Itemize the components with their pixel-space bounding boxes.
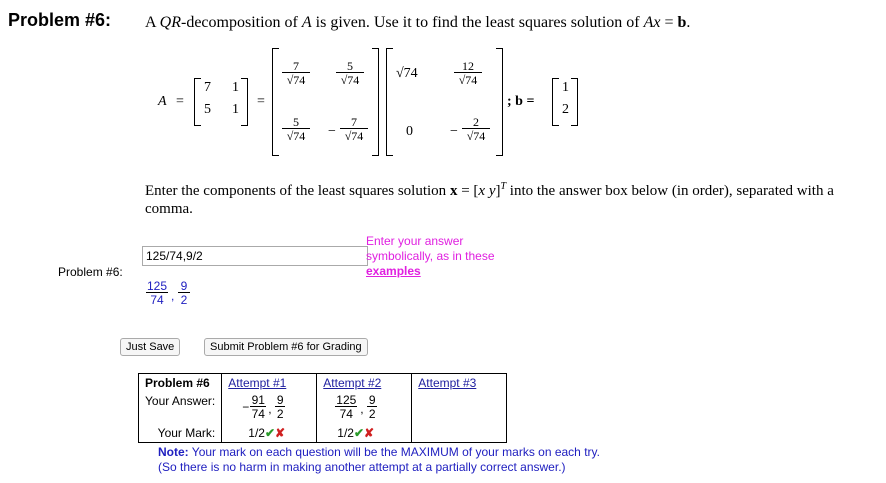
a-cell: 7 (204, 80, 211, 95)
intro-b: b (677, 14, 687, 31)
a-cell: 5 (204, 102, 211, 117)
your-answer-label: Your Answer: (139, 392, 222, 424)
attempt-3-link[interactable]: Attempt #3 (418, 376, 477, 390)
mark-value: 1/2 (337, 426, 354, 440)
a-bracket-right (241, 78, 248, 126)
answer-den: 2 (368, 407, 376, 421)
instructions-transpose: T (500, 181, 507, 192)
attempt-1-link[interactable]: Attempt #1 (228, 376, 287, 390)
intro-eq: = (660, 14, 678, 31)
a-cell: 1 (232, 80, 239, 95)
intro-text: A (145, 14, 160, 31)
r22: $\frac{2}{√74}$ (462, 116, 490, 142)
answer-input[interactable] (142, 246, 368, 266)
b-bracket-left (552, 78, 559, 126)
q-bracket-left (272, 48, 279, 156)
r12: $\frac{12}{√74}$ (454, 60, 482, 86)
preview-sep: , (171, 289, 175, 303)
instructions-text: ] (495, 183, 501, 199)
r21: 0 (406, 124, 413, 139)
answer-den: 74 (251, 407, 265, 421)
attempts-header: Problem #6 (139, 374, 222, 393)
b-label: ; b = (507, 94, 535, 109)
qr-equation (158, 48, 608, 158)
r-bracket-left (386, 48, 393, 156)
a-label: A (158, 94, 167, 109)
mark-value: 1/2 (248, 426, 265, 440)
problem-label: Problem #6: (58, 265, 123, 279)
note-text: (So there is no harm in making another attempt at a partially correct answer.) (158, 460, 566, 474)
grading-note (158, 445, 600, 475)
answer-sep: , (268, 402, 272, 416)
preview-num: 9 (178, 280, 190, 293)
preview-num: 125 (147, 279, 168, 293)
intro-ax: Ax (643, 14, 661, 31)
instructions-x: x (449, 183, 458, 199)
q11: $\frac{7}{√74}$ (282, 60, 310, 86)
attempt-2-link[interactable]: Attempt #2 (323, 376, 382, 390)
answer-sep: , (360, 402, 364, 416)
q22-minus: − (328, 124, 336, 139)
attempt-2-mark (317, 424, 412, 443)
q12: $\frac{5}{√74}$ (336, 60, 364, 86)
preview-den: 74 (150, 293, 164, 307)
problem-title: Problem #6: (8, 10, 112, 30)
instructions-text: Enter the components of the least squares solution (145, 183, 450, 199)
equals-sign: = (176, 94, 184, 109)
instructions (145, 178, 880, 218)
b-cell: 1 (562, 80, 569, 95)
hint-line: Enter your answer (366, 234, 464, 248)
answer-den: 74 (339, 407, 353, 421)
intro-text: -decomposition of (181, 14, 302, 31)
intro-a: A (301, 14, 312, 31)
b-bracket-right (571, 78, 578, 126)
intro-text: . (686, 14, 691, 31)
problem-intro (145, 14, 690, 32)
check-icon: ✔ (264, 426, 276, 440)
instructions-text: into the answer box below (in order), separated with a comma. (145, 183, 834, 217)
note-label: Note: (158, 445, 189, 459)
cross-icon: ✘ (275, 426, 286, 440)
instructions-vars: x y (478, 183, 496, 199)
b-cell: 2 (562, 102, 569, 117)
answer-preview (146, 280, 216, 312)
a-bracket-left (194, 78, 201, 126)
r22-minus: − (450, 124, 458, 139)
table-row (139, 374, 507, 393)
check-icon: ✔ (353, 426, 365, 440)
table-row (139, 424, 507, 443)
your-mark-label: Your Mark: (139, 424, 222, 443)
answer-num: 9 (276, 393, 284, 407)
hint-line: symbolically, as in these (366, 249, 495, 263)
q21: $\frac{5}{√74}$ (282, 116, 310, 142)
attempt-1-mark (222, 424, 317, 443)
intro-qr: QR (159, 14, 181, 31)
answer-hint (366, 234, 536, 279)
attempt-2-answer (317, 392, 412, 424)
attempts-table (138, 373, 507, 443)
intro-text: is given. Use it to find the least squares solution of (311, 14, 644, 31)
answer-num: 125 (336, 393, 357, 407)
r11: √74 (396, 66, 418, 81)
cross-icon: ✘ (364, 426, 375, 440)
note-text: Your mark on each question will be the MAXIMUM of your marks on each try. (188, 445, 600, 459)
answer-den: 2 (276, 407, 284, 421)
answer-num: 9 (368, 393, 376, 407)
equals-sign: = (257, 94, 265, 109)
table-row (139, 392, 507, 424)
answer-num: 91 (251, 393, 265, 407)
q22: $\frac{7}{√74}$ (340, 116, 368, 142)
instructions-text: = [ (457, 183, 479, 199)
just-save-button[interactable]: Just Save (120, 338, 180, 356)
submit-button[interactable]: Submit Problem #6 for Grading (204, 338, 368, 356)
examples-link[interactable]: examples (366, 264, 421, 278)
r-bracket-right (496, 48, 503, 156)
preview-den: 2 (180, 293, 188, 307)
q-bracket-right (372, 48, 379, 156)
attempt-1-answer (222, 392, 317, 424)
answer-minus: − (242, 400, 250, 414)
a-cell: 1 (232, 102, 239, 117)
